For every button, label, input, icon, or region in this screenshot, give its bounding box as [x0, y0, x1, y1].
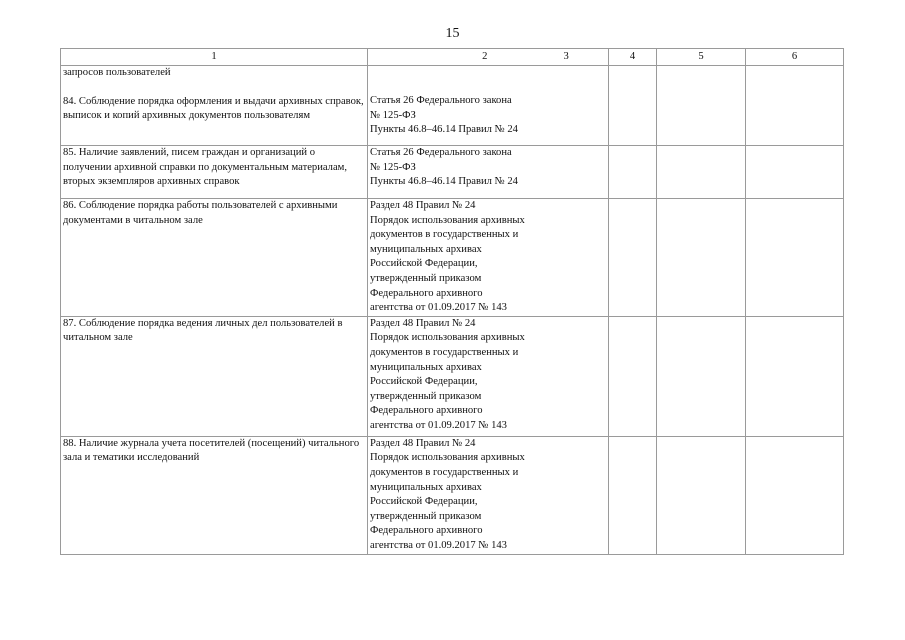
- requirement-text: 85. Наличие заявлений, писем граждан и организаций о получении архивной справки по документальным материалам, вторых экземпляров архивных справок: [63, 147, 348, 188]
- table-row: [61, 316, 844, 436]
- answer-cell: [609, 199, 657, 317]
- answer-cell: [609, 436, 657, 554]
- requirement-text: 87. Соблюдение порядка ведения личных дел пользователей в читальном зале: [63, 317, 343, 344]
- answer-cell: [609, 316, 657, 436]
- requirement-cell: [61, 436, 368, 554]
- table-row: [61, 199, 844, 317]
- table-row: [61, 66, 844, 146]
- requirement-cell: [61, 66, 368, 146]
- legal-basis-text: Статья 26 Федерального закона № 125-ФЗ Пункты 46.8–46.14 Правил № 24: [370, 95, 518, 136]
- answer-cell: [657, 199, 746, 317]
- comment-cell: [746, 146, 844, 199]
- comment-cell: [746, 316, 844, 436]
- legal-basis-cell: [368, 436, 609, 554]
- inspection-table: [60, 48, 844, 555]
- requirement-cell: [61, 146, 368, 199]
- header-col-5: 5: [657, 49, 746, 66]
- header-col-3: 3: [562, 49, 609, 66]
- header-col-2: 2: [368, 49, 562, 66]
- comment-cell: [746, 66, 844, 146]
- answer-cell: [657, 146, 746, 199]
- comment-cell: [746, 436, 844, 554]
- legal-basis-cell: [368, 316, 609, 436]
- requirement-text: 88. Наличие журнала учета посетителей (посещений) читального зала и тематики исследований: [63, 437, 360, 464]
- page-number: 15: [445, 26, 460, 41]
- answer-cell: [657, 436, 746, 554]
- answer-cell: [657, 66, 746, 146]
- requirement-text: 84. Соблюдение порядка оформления и выдачи архивных справок, выписок и копий архивных документов пользователям: [63, 95, 364, 122]
- answer-cell: [609, 66, 657, 146]
- legal-basis-text: Раздел 48 Правил № 24 Порядок использования архивных документов в государственных и муниципальных архивах Российской Федерации, утвержденный приказом Федерального архивного агентства от 01.09.2017 № 143: [370, 437, 525, 551]
- requirement-text-continued: запросов пользователей: [63, 67, 171, 78]
- requirement-text: 86. Соблюдение порядка работы пользователей с архивными документами в читальном зале: [63, 200, 338, 226]
- answer-cell: [609, 146, 657, 199]
- legal-basis-cell: [368, 146, 609, 199]
- table-row: [61, 436, 844, 554]
- header-col-1: 1: [61, 49, 368, 66]
- legal-basis-cell: [368, 199, 609, 317]
- header-row: [61, 49, 844, 66]
- header-col-4: 4: [609, 49, 657, 66]
- table-row: [61, 146, 844, 199]
- comment-cell: [746, 199, 844, 317]
- legal-basis-text: Раздел 48 Правил № 24 Порядок использования архивных документов в государственных и муниципальных архивах Российской Федерации, утвержденный приказом Федерального архивного агентства от 01.09.2017 № 143: [370, 200, 525, 314]
- legal-basis-cell: [368, 66, 609, 146]
- legal-basis-text: Статья 26 Федерального закона № 125-ФЗ Пункты 46.8–46.14 Правил № 24: [370, 147, 518, 188]
- requirement-cell: [61, 316, 368, 436]
- answer-cell: [657, 316, 746, 436]
- requirement-cell: [61, 199, 368, 317]
- header-col-6: 6: [746, 49, 844, 66]
- legal-basis-text: Раздел 48 Правил № 24 Порядок использования архивных документов в государственных и муниципальных архивах Российской Федерации, утвержденный приказом Федерального архивного агентства от 01.09.2017 № 143: [370, 317, 525, 431]
